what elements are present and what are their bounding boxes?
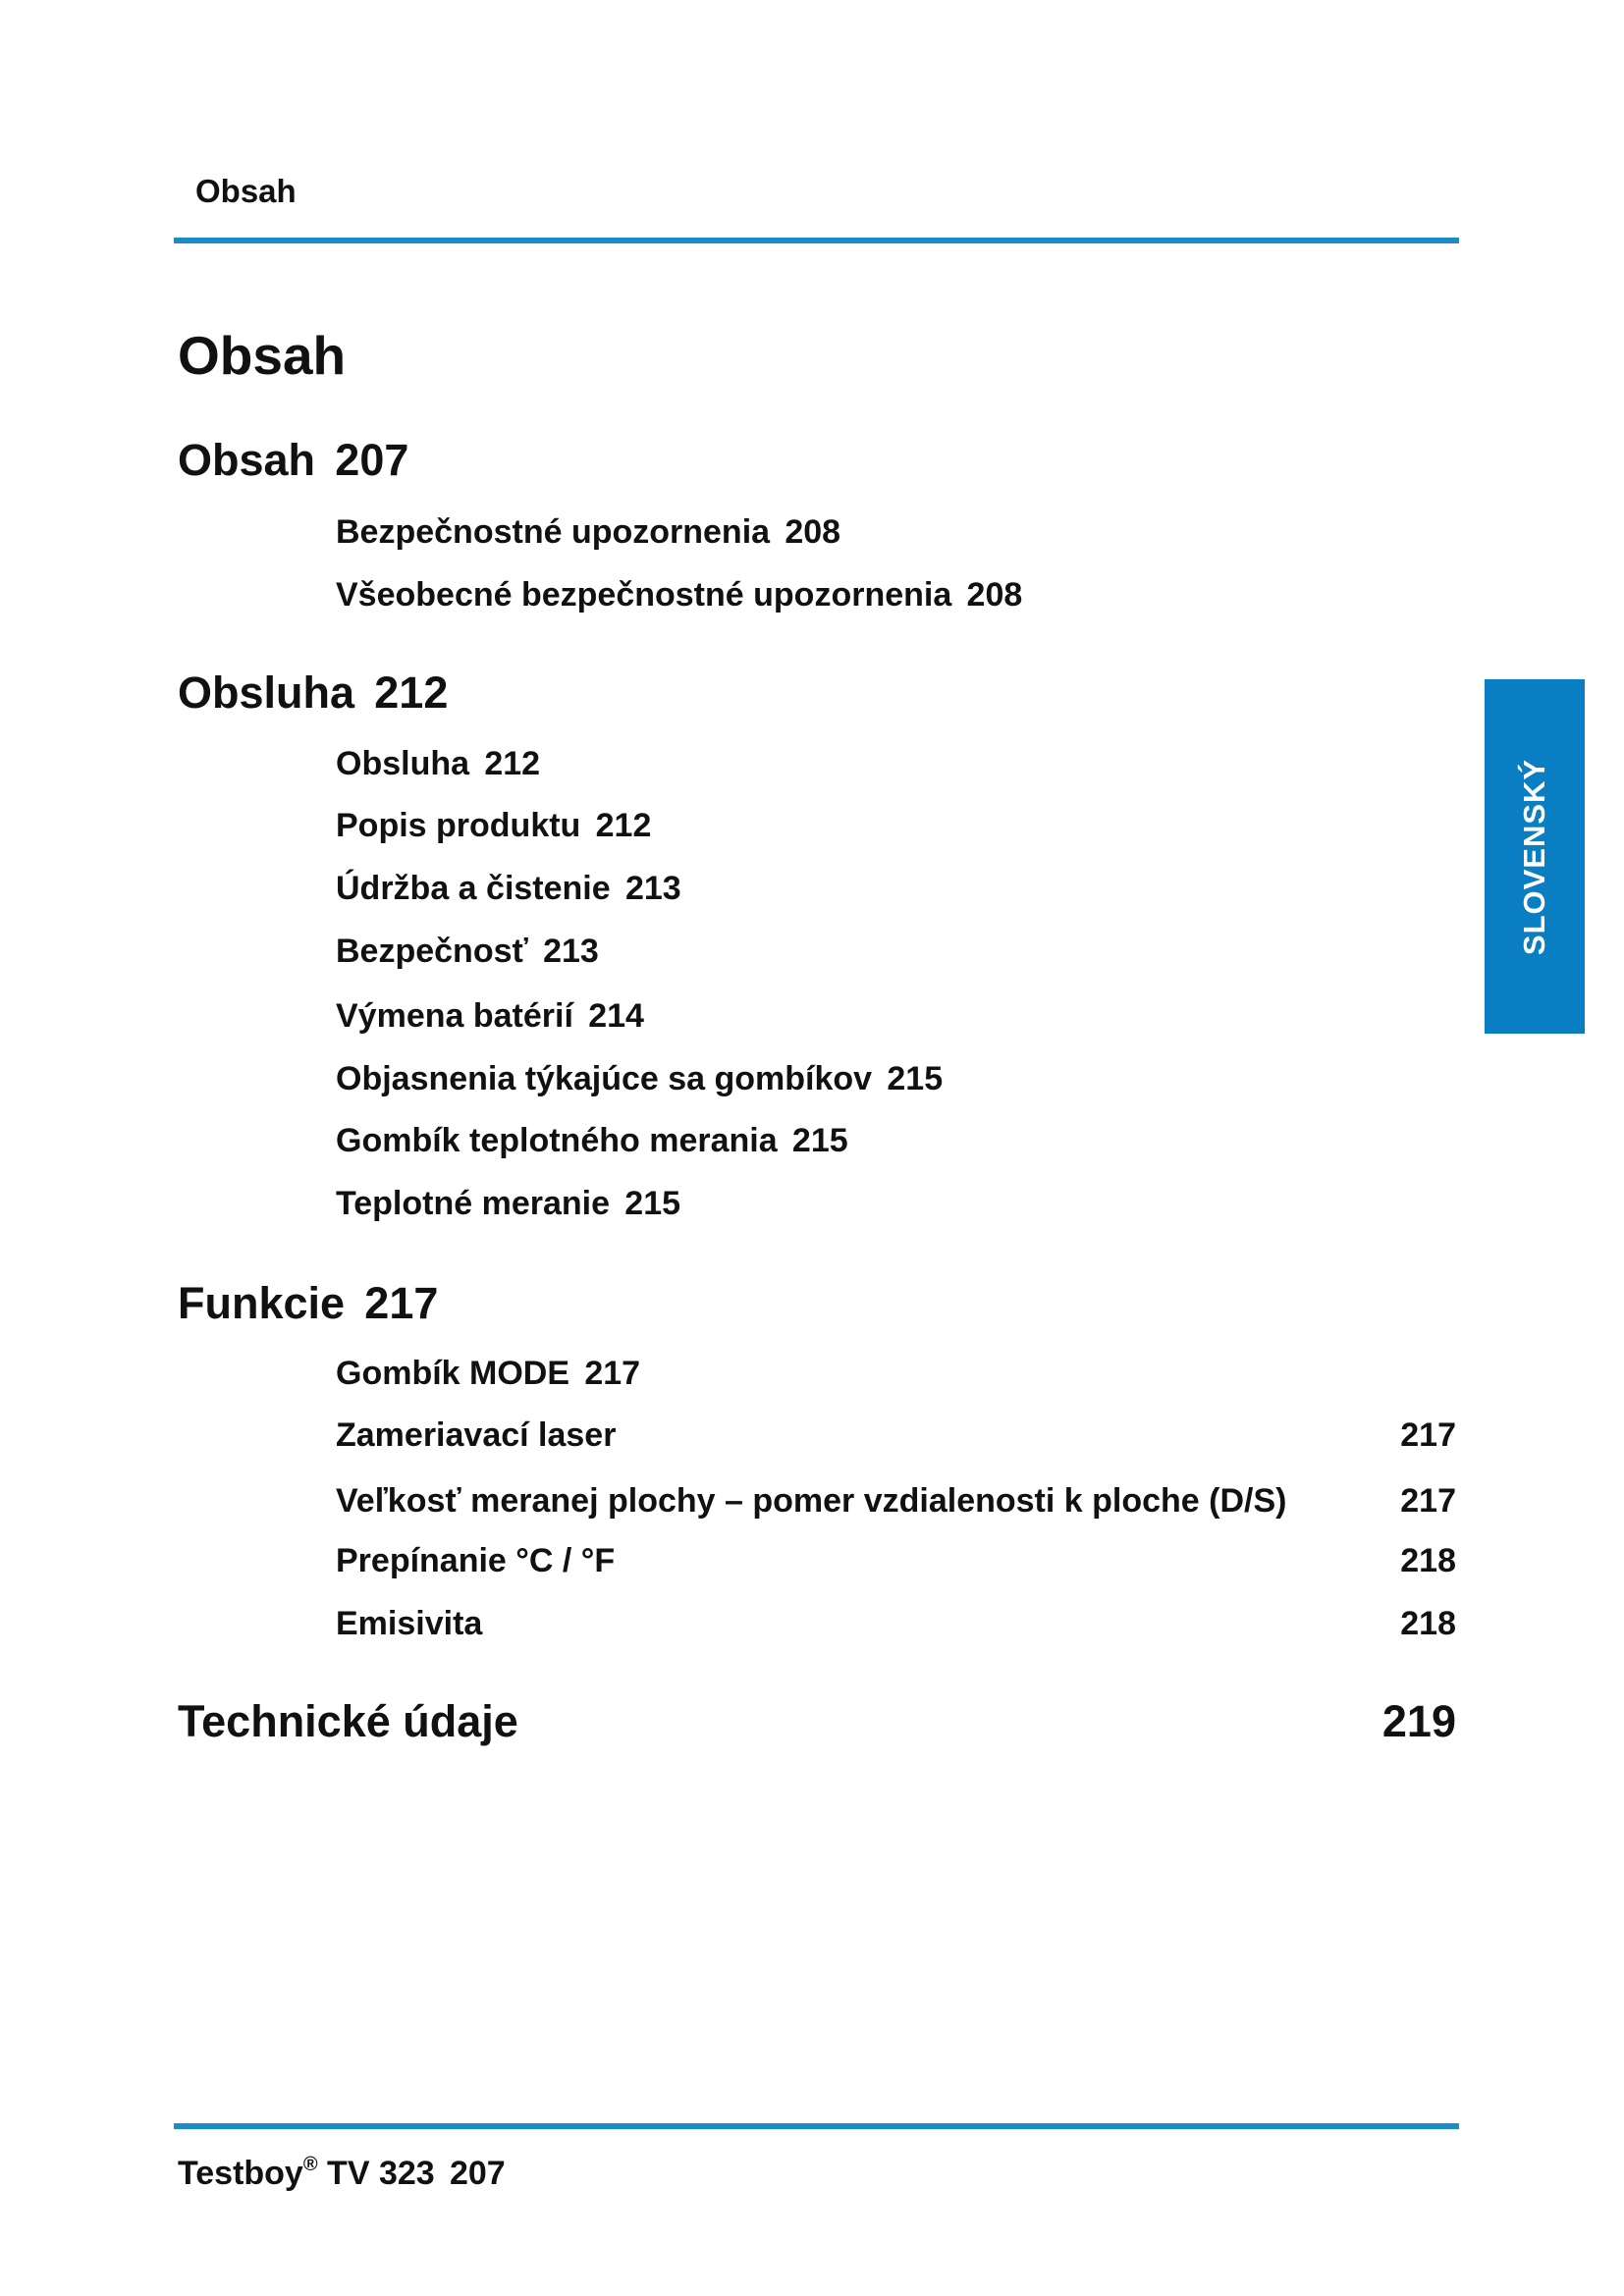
toc-entry-page: 212 (595, 807, 652, 844)
toc-entry-page: 215 (624, 1185, 681, 1222)
toc-section-title: Technické údaje (178, 1696, 518, 1746)
toc-entry[interactable] (336, 1355, 640, 1393)
toc-entry-title: Popis produktu (336, 807, 581, 844)
toc-entry[interactable] (336, 870, 681, 908)
toc-entry-title: Gombík teplotného merania (336, 1122, 778, 1159)
toc-entry-page: 214 (588, 997, 644, 1035)
toc-section-technicke-udaje[interactable] (178, 1696, 518, 1747)
toc-section-obsluha[interactable] (178, 667, 448, 719)
toc-entry-title: Bezpečnosť (336, 933, 528, 970)
toc-entry[interactable] (336, 745, 540, 783)
toc-entry-title: Veľkosť meranej plochy – pomer vzdialenosti k ploche (D/S) (336, 1482, 1287, 1520)
toc-entry[interactable] (336, 1185, 680, 1223)
header-rule (174, 238, 1459, 243)
registered-mark: ® (302, 2153, 318, 2175)
toc-entry-page: 217 (1400, 1482, 1456, 1520)
toc-entry[interactable] (336, 1542, 615, 1580)
footer-page-number: 207 (449, 2155, 506, 2192)
toc-section-page: 217 (364, 1278, 439, 1328)
footer-brand: Testboy (178, 2155, 303, 2192)
toc-entry[interactable] (336, 1122, 848, 1160)
toc-entry-title: Všeobecné bezpečnostné upozornenia (336, 576, 952, 614)
footer-rule (174, 2123, 1459, 2129)
toc-section-funkcie[interactable] (178, 1278, 438, 1329)
toc-entry-title: Bezpečnostné upozornenia (336, 513, 771, 551)
toc-entry-title: Gombík MODE (336, 1355, 570, 1392)
toc-entry[interactable] (336, 513, 840, 552)
toc-entry-page: 208 (785, 513, 841, 551)
toc-entry[interactable] (336, 807, 651, 845)
toc-entry-title: Výmena batérií (336, 997, 573, 1035)
toc-entry[interactable] (336, 933, 599, 971)
footer-model: TV 323 (327, 2155, 435, 2192)
toc-section-title: Funkcie (178, 1278, 346, 1328)
toc-entry-title: Údržba a čistenie (336, 870, 611, 907)
toc-entry[interactable] (336, 1482, 1286, 1521)
toc-entry[interactable] (336, 1060, 943, 1098)
language-tab (1485, 679, 1585, 1034)
toc-entry-page: 217 (584, 1355, 641, 1392)
toc-section-title: Obsah (178, 435, 316, 485)
toc-entry-title: Prepínanie °C / °F (336, 1542, 616, 1579)
toc-entry-page: 218 (1400, 1605, 1456, 1642)
toc-entry-page: 218 (1400, 1542, 1456, 1579)
toc-entry-title: Objasnenia týkajúce sa gombíkov (336, 1060, 873, 1097)
toc-entry[interactable] (336, 1605, 482, 1643)
toc-entry-page: 217 (1400, 1416, 1456, 1454)
toc-entry-title: Teplotné meranie (336, 1185, 610, 1222)
toc-entry-page: 208 (966, 576, 1023, 614)
toc-entry-title: Obsluha (336, 745, 470, 782)
toc-entry-page: 212 (484, 745, 541, 782)
running-header: Obsah (195, 173, 297, 209)
toc-entry-page: 215 (887, 1060, 944, 1097)
toc-section-page: 212 (374, 667, 449, 718)
toc-entry-page: 213 (624, 870, 681, 907)
page-title: Obsah (178, 325, 347, 386)
toc-entry-title: Zameriavací laser (336, 1416, 617, 1454)
toc-entry-title: Emisivita (336, 1605, 483, 1642)
footer (178, 2155, 506, 2193)
toc-section-page: 207 (335, 435, 409, 485)
toc-section-title: Obsluha (178, 667, 355, 718)
toc-section-page: 219 (1381, 1696, 1456, 1746)
language-tab-label: SLOVENSKÝ (1517, 758, 1551, 955)
toc-entry[interactable] (336, 1416, 616, 1455)
toc-entry[interactable] (336, 576, 1022, 614)
toc-entry-page: 213 (543, 933, 599, 970)
toc-section-obsah[interactable] (178, 435, 408, 486)
toc-entry[interactable] (336, 997, 644, 1036)
toc-entry-page: 215 (791, 1122, 848, 1159)
